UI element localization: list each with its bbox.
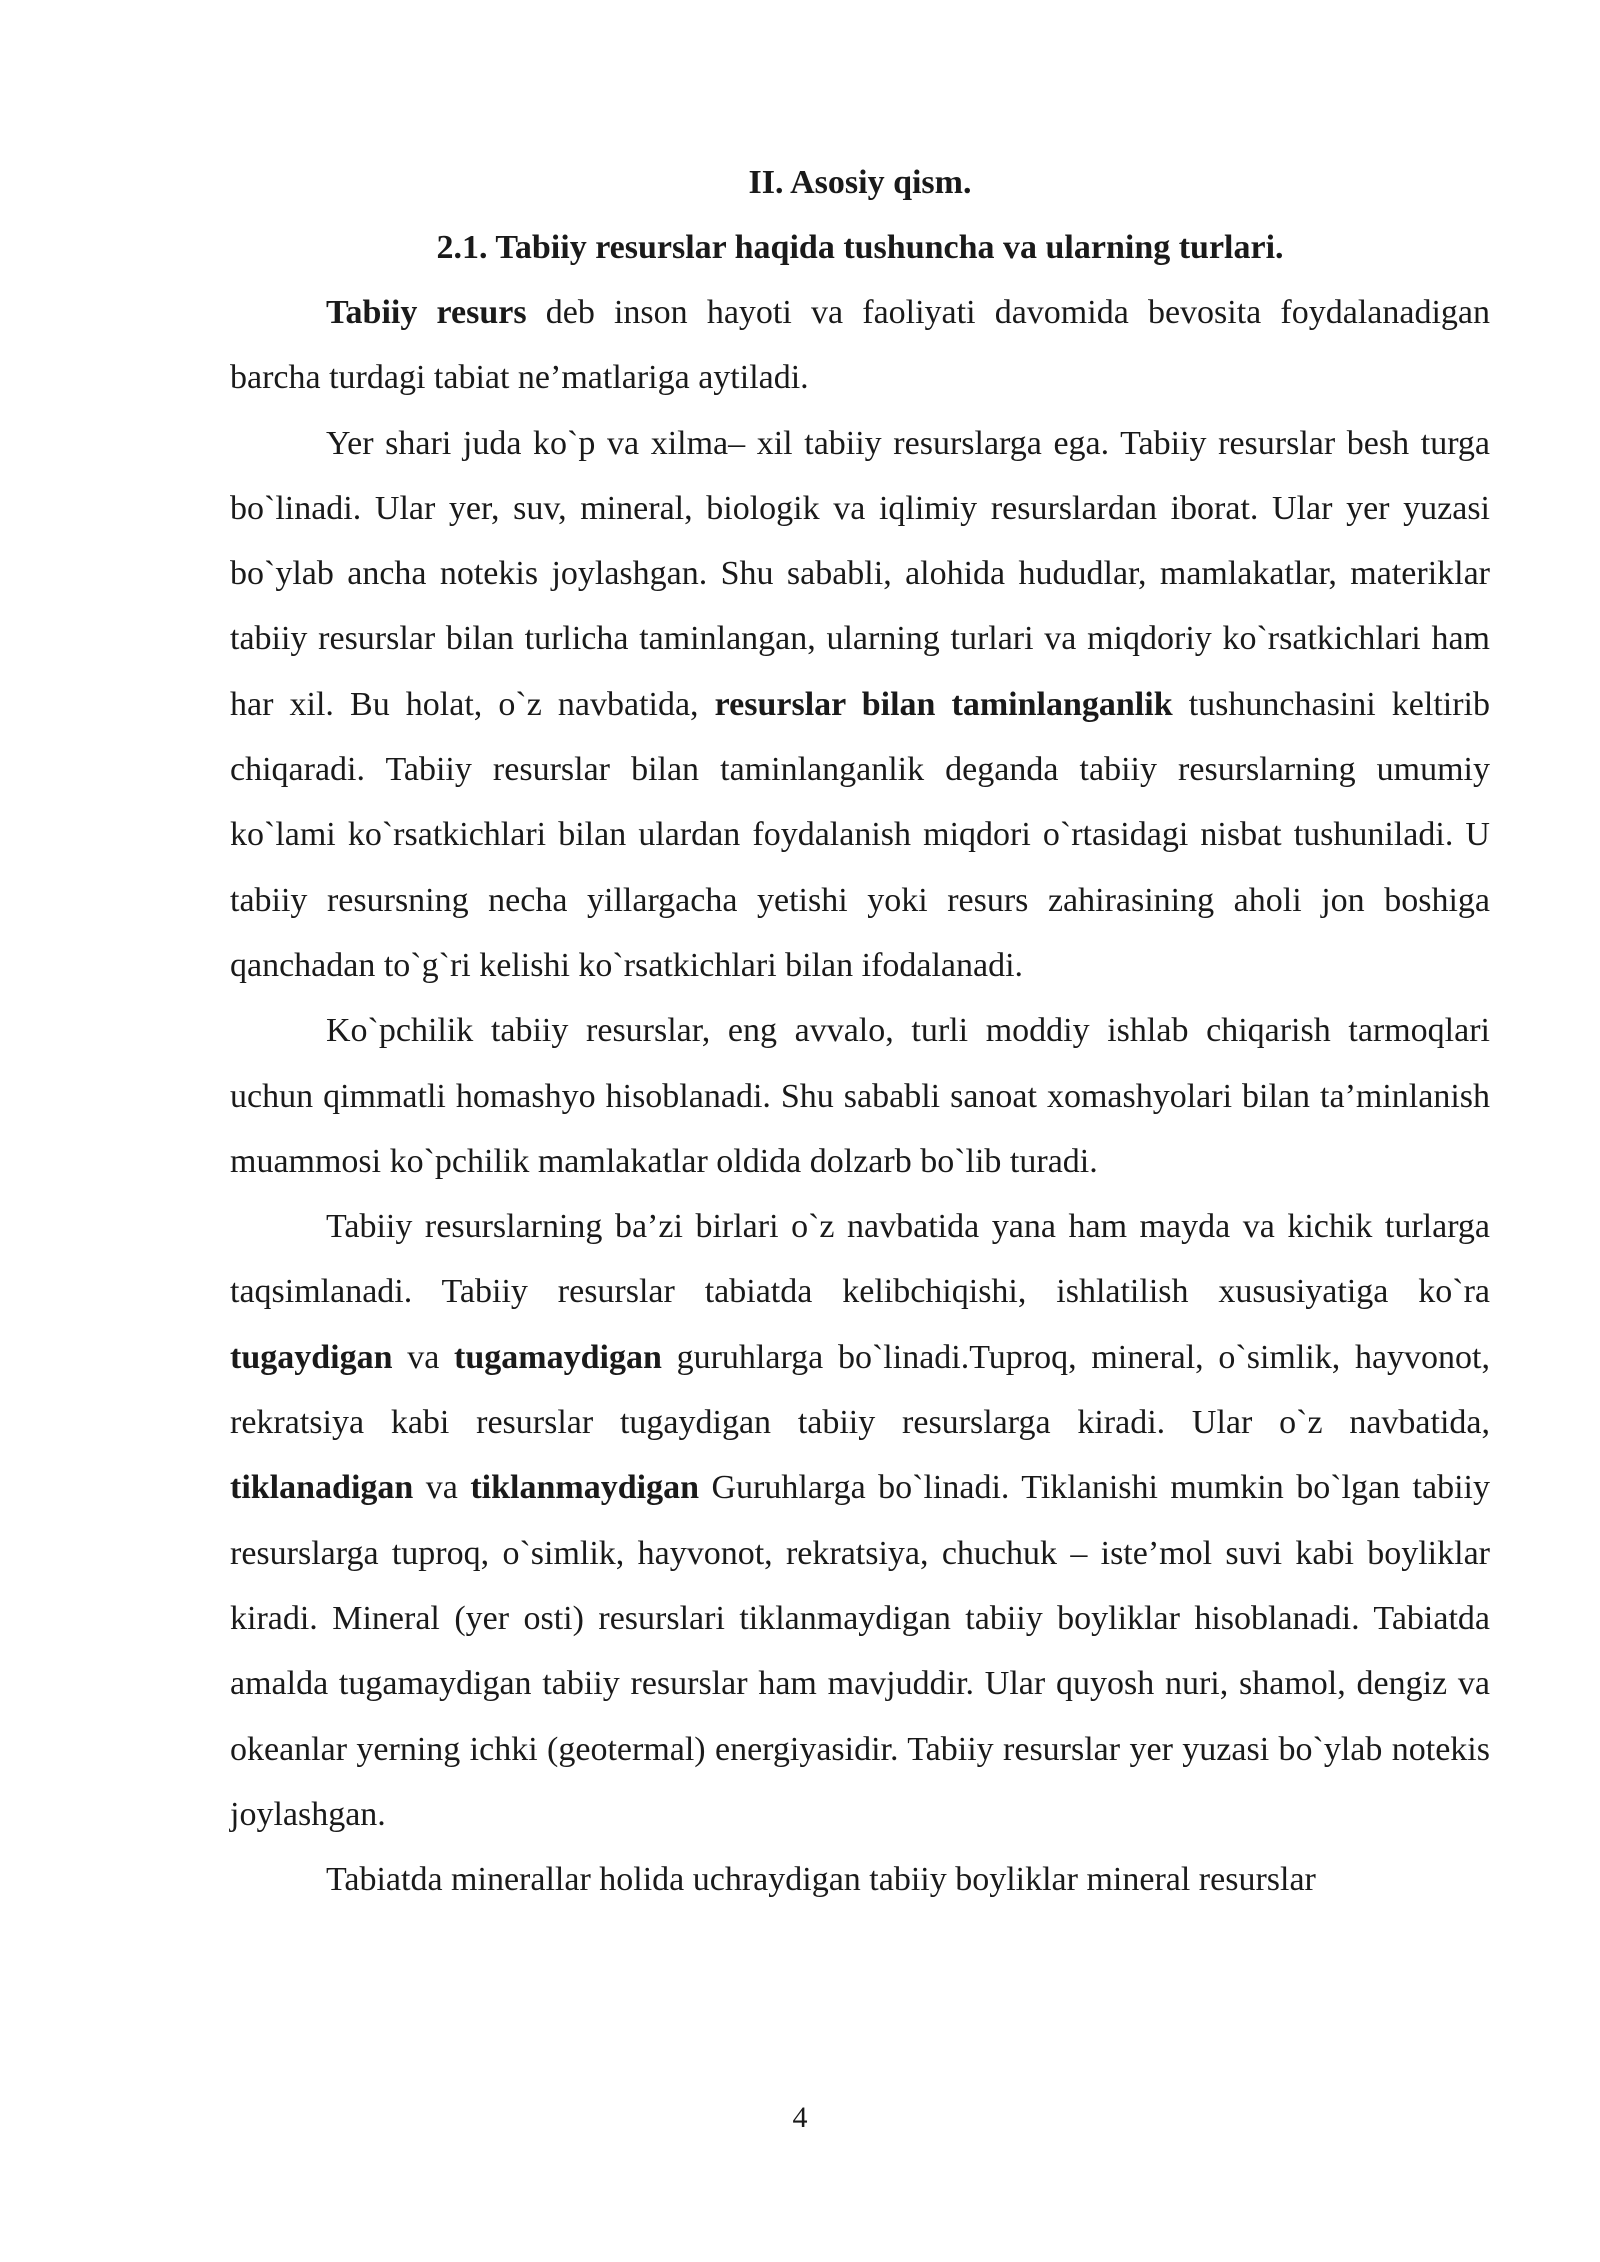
document-page [230,150,1490,1912]
section-heading: II. Asosiy qism. [748,164,972,201]
paragraph-text: Tabiatda minerallar holida uchraydigan tabiiy boyliklar mineral resurslar [326,1861,1316,1899]
paragraph-classification [230,1194,1490,1847]
paragraph-resource-types [230,411,1490,999]
paragraph-text: Yer shari juda ko`p va xilma– xil tabiiy resurslarga ega. Tabiiy resurslar besh turga bo`linadi. Ular yer, suv, mineral, biologik va iqlimiy resurslardan iborat. Ular yer yuzasi bo`ylab ancha notekis joylashgan. Shu sababli, alohida hududlar, mamlakatlar, materiklar tabiiy resurslar bilan turlicha taminlangan, ularning turlari va miqdoriy ko`rsatkichlari ham har xil. Bu holat, o`z navbatida, [230,424,1490,723]
paragraph-text: Ko`pchilik tabiiy resurslar, eng avvalo, turli moddiy ishlab chiqarish tarmoqlari uchun qimmatli homashyo hisoblanadi. Shu sababli sanoat xomashyolari bilan ta’minlanish muammosi ko`pchilik mamlakatlar oldida dolzarb bo`lib turadi. [230,1012,1490,1180]
paragraph-text: deb inson hayoti va faoliyati davomida bevosita foydalanadigan barcha turdagi tabiat ne’matlariga aytiladi. [230,294,1490,397]
subsection-heading: 2.1. Tabiiy resurslar haqida tushuncha va ularning turlari. [436,229,1284,266]
paragraph-text: Tabiiy resurslarning ba’zi birlari o`z navbatida yana ham mayda va kichik turlarga taqsimlanadi. Tabiiy resurslar tabiatda kelibchiqishi, ishlatilish xususiyatiga ko`ra [230,1208,1490,1311]
paragraph-raw-materials [230,998,1490,1194]
term-tiklanadigan: tiklanadigan [230,1469,414,1507]
paragraph-definition [230,280,1490,411]
term-resurslar-bilan-taminlanganlik: resurslar bilan taminlanganlik [714,685,1173,723]
paragraph-mineral-resources [230,1847,1490,1912]
page-number: 4 [792,2101,808,2134]
term-tugaydigan: tugaydigan [230,1338,393,1376]
paragraph-text: tushunchasini keltirib chiqaradi. Tabiiy resurslar bilan taminlanganlik deganda tabiiy resurslarning umumiy ko`lami ko`rsatkichlari bilan ulardan foydalanish miqdori o`rtasidagi nisbat tushuniladi. U tabiiy resursning necha yillargacha yetishi yoki resurs zahirasining aholi jon boshiga qanchadan to`g`ri kelishi ko`rsatkichlari bilan ifodalanadi. [230,685,1490,984]
paragraph-text: va [413,1469,471,1507]
term-tabiiy-resurs: Tabiiy resurs [326,294,527,331]
paragraph-text: guruhlarga bo`linadi.Tuproq, mineral, o`simlik, hayvonot, rekratsiya kabi resurslar tugaydigan tabiiy resurslarga kiradi. Ular o`z navbatida, [230,1338,1491,1442]
term-tugamaydigan: tugamaydigan [454,1338,662,1376]
term-tiklanmaydigan: tiklanmaydigan [470,1469,699,1507]
paragraph-text: Guruhlarga bo`linadi. Tiklanishi mumkin bo`lgan tabiiy resurslarga tuproq, o`simlik, hayvonot, rekratsiya, chuchuk – iste’mol suvi kabi boyliklar kiradi. Mineral (yer osti) resurslari tiklanmaydigan tabiiy boyliklar hisoblanadi. Tabiatda amalda tugamaydigan tabiiy resurslar ham mavjuddir. Ular quyosh nuri, shamol, dengiz va okeanlar yerning ichki (geotermal) energiyasidir. Tabiiy resurslar yer yuzasi bo`ylab notekis joylashgan. [230,1469,1490,1833]
paragraph-text: va [392,1338,455,1376]
